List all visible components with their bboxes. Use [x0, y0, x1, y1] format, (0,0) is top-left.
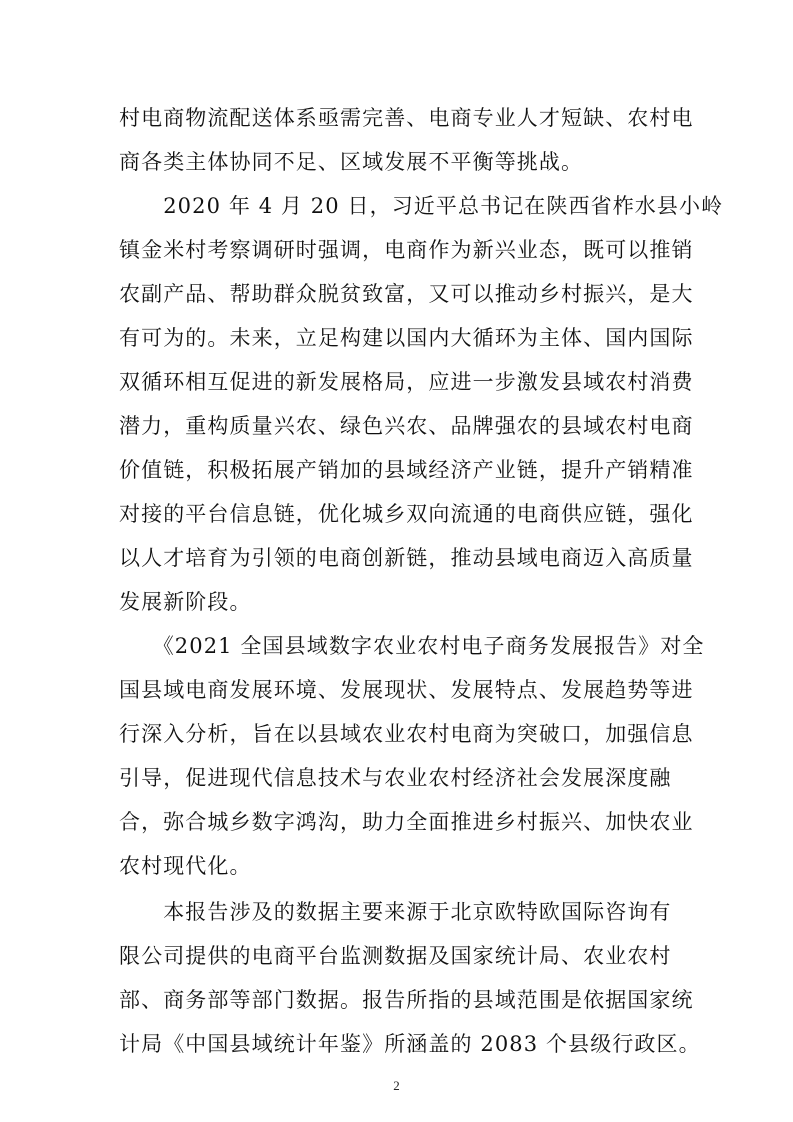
paragraph-2-line-9: 以人才培育为引领的电商创新链，推动县域电商迈入高质量: [119, 546, 694, 570]
paragraph-4-line-3: 部、商务部等部门数据。报告所指的县域范围是依据国家统: [119, 988, 694, 1012]
paragraph-2-line-8: 对接的平台信息链，优化城乡双向流通的电商供应链，强化: [119, 502, 694, 526]
paragraph-3-line-2: 国县域电商发展环境、发展现状、发展特点、发展趋势等进: [119, 678, 694, 702]
page-number: 2: [393, 1078, 400, 1093]
paragraph-4-line-1: 本报告涉及的数据主要来源于北京欧特欧国际咨询有: [119, 900, 672, 924]
paragraph-3-line-6: 农村现代化。: [119, 854, 252, 878]
paragraph-1-line-2: 商各类主体协同不足、区域发展不平衡等挑战。: [119, 150, 584, 174]
paragraph-2-line-10: 发展新阶段。: [119, 590, 252, 614]
paragraph-1-line-1: 村电商物流配送体系亟需完善、电商专业人才短缺、农村电: [119, 106, 694, 130]
paragraph-4-line-2: 限公司提供的电商平台监测数据及国家统计局、农业农村: [119, 944, 672, 968]
paragraph-3-line-4: 引导，促进现代信息技术与农业农村经济社会发展深度融: [119, 766, 672, 790]
paragraph-3-line-3: 行深入分析，旨在以县域农业农村电商为突破口，加强信息: [119, 722, 694, 746]
paragraph-2-line-5: 双循环相互促进的新发展格局，应进一步激发县域农村消费: [119, 370, 694, 394]
paragraph-2-line-6: 潜力，重构质量兴农、绿色兴农、品牌强农的县域农村电商: [119, 414, 694, 438]
paragraph-3-line-5: 合，弥合城乡数字鸿沟，助力全面推进乡村振兴、加快农业: [119, 810, 694, 834]
paragraph-2-line-2: 镇金米村考察调研时强调，电商作为新兴业态，既可以推销: [119, 238, 694, 262]
paragraph-2-line-7: 价值链，积极拓展产销加的县域经济产业链，提升产销精准: [119, 458, 694, 482]
paragraph-2-line-1: 2020 年 4 月 20 日，习近平总书记在陕西省柞水县小岭: [119, 194, 724, 218]
paragraph-2-line-3: 农副产品、帮助群众脱贫致富，又可以推动乡村振兴，是大: [119, 282, 694, 306]
paragraph-3-line-1: 《2021 全国县域数字农业农村电子商务发展报告》对全: [119, 634, 705, 658]
paragraph-4-line-4: 计局《中国县域统计年鉴》所涵盖的 2083 个县级行政区。: [119, 1032, 701, 1056]
paragraph-2-line-4: 有可为的。未来，立足构建以国内大循环为主体、国内国际: [119, 326, 694, 350]
